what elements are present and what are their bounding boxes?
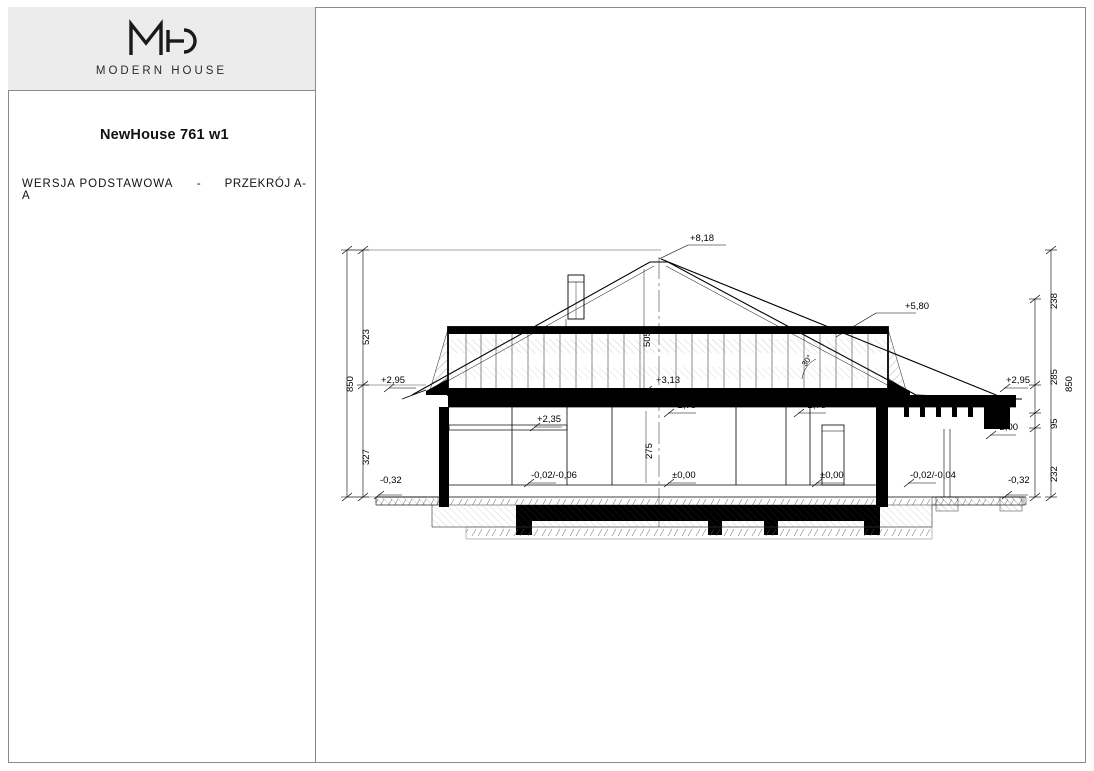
dimension-bottom-right: 232 xyxy=(1049,466,1060,482)
elevation-eave-right-high: +5,80 xyxy=(905,301,930,312)
logo-box xyxy=(8,7,315,91)
dimension-small-right: 95 xyxy=(1049,418,1060,429)
dimension-roof-height: 505 xyxy=(642,331,653,347)
section-drawing-svg xyxy=(316,7,1086,763)
elevation-beam-left: +2,35 xyxy=(537,414,562,425)
elevation-ridge: +8,18 xyxy=(690,233,715,244)
dimension-top-right: 238 xyxy=(1049,293,1060,309)
mh-monogram-icon xyxy=(127,19,197,59)
logo-wordmark: MODERN HOUSE xyxy=(95,65,228,77)
elevation-terrace-left: -0,02/-0,06 xyxy=(531,470,577,481)
elevation-terrace-right: -0,02/-0,04 xyxy=(910,470,956,481)
elevation-floor-main: ±0,00 xyxy=(672,470,696,481)
elevation-canopy-right: +2,00 xyxy=(994,422,1019,433)
title-block xyxy=(8,7,316,763)
elevation-ceiling-left: +2,75 xyxy=(672,400,697,411)
section-label: PRZEKRÓJ A-A xyxy=(22,178,307,202)
version-label: WERSJA PODSTAWOWA xyxy=(22,178,174,190)
dimension-mid-right: 285 xyxy=(1049,369,1060,385)
elevation-floor-right: ±0,00 xyxy=(820,470,844,481)
project-name: NewHouse 761 w1 xyxy=(100,127,229,143)
version-line xyxy=(22,178,312,202)
dimension-total-left: 850 xyxy=(345,376,356,392)
dimension-total-right: 850 xyxy=(1064,376,1075,392)
elevation-ground-left: -0,32 xyxy=(380,475,402,486)
elevation-eave-left: +2,95 xyxy=(381,375,406,386)
dimension-upper-left: 523 xyxy=(361,329,372,345)
section-drawing xyxy=(316,7,1086,763)
dimension-wall-height: 275 xyxy=(644,443,655,459)
elevation-eave-right: +2,95 xyxy=(1006,375,1031,386)
elevation-ground-right: -0,32 xyxy=(1008,475,1030,486)
angle-roof-pitch: 30° xyxy=(800,353,815,369)
dimension-lower-left: 327 xyxy=(361,449,372,465)
elevation-ceiling-right: +2,75 xyxy=(802,400,827,411)
version-separator: - xyxy=(196,178,202,190)
elevation-ceiling-mid: +3,13 xyxy=(656,375,681,386)
